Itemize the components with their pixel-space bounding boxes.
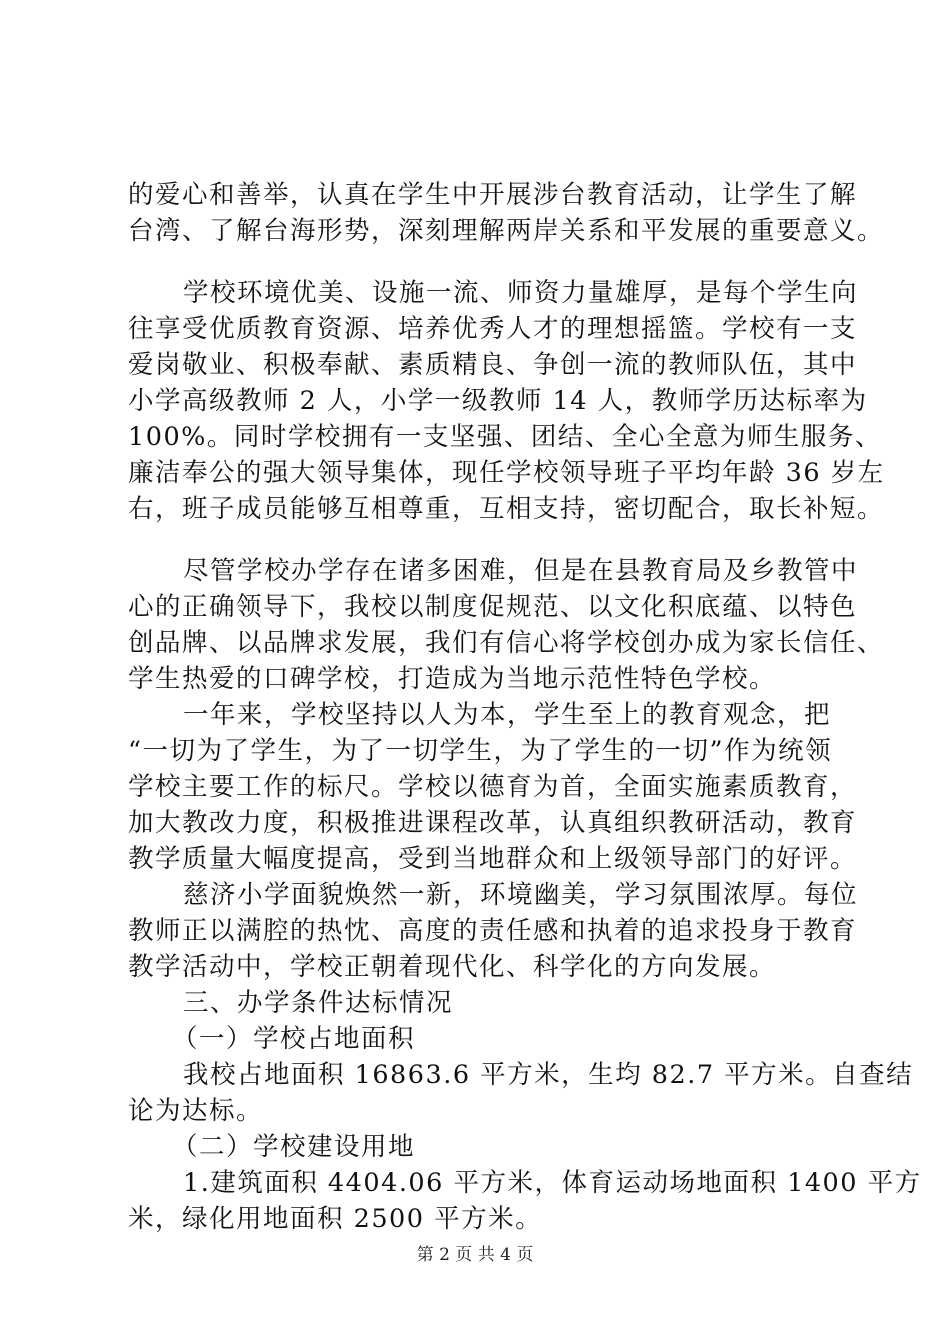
text-line: 教学质量大幅度提高，受到当地群众和上级领导部门的好评。 — [128, 844, 858, 874]
page-number-footer: 第 2 页 共 4 页 — [416, 1245, 534, 1265]
text-line: 小学高级教师 2 人，小学一级教师 14 人，教师学历达标率为 — [128, 386, 868, 416]
text-line: 心的正确领导下，我校以制度促规范、以文化积底蕴、以特色 — [128, 592, 858, 622]
text-line: 我校占地面积 16863.6 平方米，生均 82.7 平方米。自查结 — [183, 1060, 914, 1090]
text-line: 爱岗敬业、积极奉献、素质精良、争创一流的教师队伍，其中 — [128, 350, 858, 380]
section-heading: 三、办学条件达标情况 — [183, 988, 454, 1018]
text-line: 100%。同时学校拥有一支坚强、团结、全心全意为师生服务、 — [128, 422, 882, 452]
text-line: 的爱心和善举，认真在学生中开展涉台教育活动，让学生了解 — [128, 180, 858, 210]
text-line: 尽管学校办学存在诸多困难，但是在县教育局及乡教管中 — [183, 556, 859, 586]
subsection-heading: （二）学校建设用地 — [172, 1132, 416, 1162]
text-line: “一切为了学生，为了一切学生，为了学生的一切”作为统领 — [128, 736, 833, 766]
text-line: 学校主要工作的标尺。学校以德育为首，全面实施素质教育， — [128, 772, 858, 802]
text-line: 教学活动中，学校正朝着现代化、科学化的方向发展。 — [128, 952, 777, 982]
text-line: 学校环境优美、设施一流、师资力量雄厚，是每个学生向 — [183, 278, 859, 308]
text-line: 廉洁奉公的强大领导集体，现任学校领导班子平均年龄 36 岁左 — [128, 458, 885, 488]
text-line: 创品牌、以品牌求发展，我们有信心将学校创办成为家长信任、 — [128, 628, 885, 658]
text-line: 教师正以满腔的热忱、高度的责任感和执着的追求投身于教育 — [128, 916, 858, 946]
text-line: 加大教改力度，积极推进课程改革，认真组织教研活动，教育 — [128, 808, 858, 838]
text-line: 台湾、了解台海形势，深刻理解两岸关系和平发展的重要意义。 — [128, 216, 885, 246]
subsection-heading: （一）学校占地面积 — [172, 1024, 416, 1054]
text-line: 1.建筑面积 4404.06 平方米，体育运动场地面积 1400 平方 — [183, 1168, 922, 1198]
text-line: 论为达标。 — [128, 1096, 264, 1126]
text-line: 往享受优质教育资源、培养优秀人才的理想摇篮。学校有一支 — [128, 314, 858, 344]
text-line: 一年来，学校坚持以人为本，学生至上的教育观念，把 — [183, 700, 832, 730]
text-line: 学生热爱的口碑学校，打造成为当地示范性特色学校。 — [128, 664, 777, 694]
text-line: 慈济小学面貌焕然一新，环境幽美，学习氛围浓厚。每位 — [183, 880, 859, 910]
text-line: 米，绿化用地面积 2500 平方米。 — [128, 1204, 543, 1234]
text-line: 右，班子成员能够互相尊重，互相支持，密切配合，取长补短。 — [128, 494, 885, 524]
